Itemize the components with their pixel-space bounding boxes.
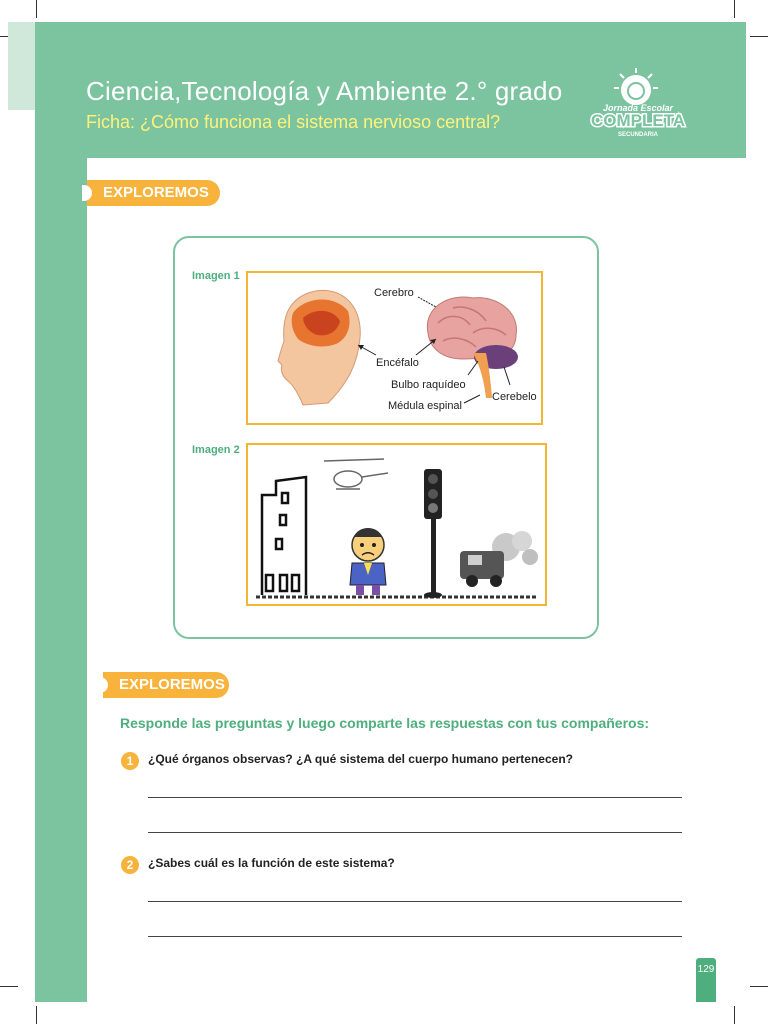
section-tag-exploremos-2	[103, 672, 229, 698]
image2-label: Imagen 2	[192, 444, 240, 456]
logo-line1: Jornada Escolar	[602, 103, 674, 113]
tag-notch	[98, 677, 108, 693]
crop-mark	[36, 0, 37, 18]
image1-frame	[246, 271, 543, 425]
label-medula: Médula espinal	[388, 400, 462, 412]
label-cerebelo: Cerebelo	[492, 391, 537, 403]
logo-line2: COMPLETA	[590, 111, 686, 130]
answer-line[interactable]	[148, 797, 682, 798]
section-tag-label: EXPLOREMOS	[119, 676, 225, 693]
tag-notch	[82, 185, 92, 201]
image2-frame	[246, 443, 547, 606]
label-bulbo: Bulbo raquídeo	[391, 379, 466, 391]
traffic-light-icon	[424, 469, 442, 598]
answer-line[interactable]	[148, 936, 682, 937]
helicopter-icon	[324, 459, 388, 489]
section-tag-label: EXPLOREMOS	[103, 184, 209, 201]
crop-mark	[750, 36, 768, 37]
question-2-text: ¿Sabes cuál es la función de este sistema?	[148, 856, 395, 870]
question-number-badge: 1	[121, 752, 139, 770]
left-edge-light	[8, 22, 35, 110]
crop-mark	[734, 0, 735, 18]
crop-mark	[734, 1006, 735, 1024]
stress-scene-illustration	[248, 445, 545, 604]
instructions-text: Responde las preguntas y luego comparte las respuestas con tus compañeros:	[120, 715, 650, 731]
page-title: Ciencia,Tecnología y Ambiente 2.° grado	[86, 76, 563, 106]
label-encefalo: Encéfalo	[376, 357, 419, 369]
building-icon	[262, 477, 306, 595]
image1-label: Imagen 1	[192, 270, 240, 282]
question-number-badge: 2	[121, 856, 139, 874]
boy-character-icon	[350, 528, 386, 595]
question-1-text: ¿Qué órganos observas? ¿A qué sistema del cuerpo humano pertenecen?	[148, 752, 573, 766]
logo-line3: SECUNDARIA	[617, 132, 659, 138]
section-tag-exploremos-1	[87, 180, 220, 206]
crop-mark	[0, 986, 18, 987]
car-smoke-icon	[460, 531, 538, 587]
page-number: 129	[696, 958, 716, 1002]
crop-mark	[750, 986, 768, 987]
left-sidebar-band	[35, 22, 87, 1002]
answer-line[interactable]	[148, 901, 682, 902]
answer-line[interactable]	[148, 832, 682, 833]
crop-mark	[36, 1006, 37, 1024]
label-cerebro: Cerebro	[374, 287, 414, 299]
jornada-escolar-logo	[590, 64, 690, 144]
page-subtitle: Ficha: ¿Cómo funciona el sistema nervioso central?	[86, 112, 501, 132]
